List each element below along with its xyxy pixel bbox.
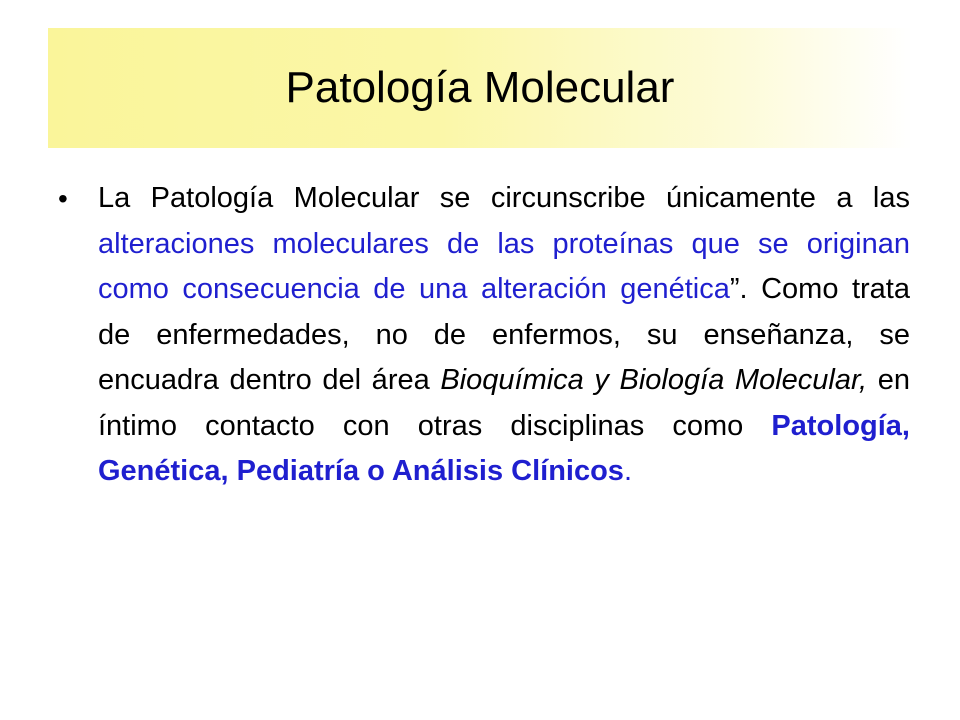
bold-highlighted-text-segment: Patología, Genética, Pediatría o Análisis Clínicos: [98, 409, 910, 487]
text-segment: .: [623, 455, 632, 487]
bullet-paragraph: [98, 176, 910, 495]
text-segment: en íntimo contacto con otras disciplinas como: [98, 364, 910, 442]
slide-title: Patología Molecular: [285, 63, 675, 112]
title-band: [48, 28, 912, 148]
slide-body: [58, 176, 910, 495]
text-segment: ”. Como trata de enfermedades, no de enfermos, su enseñanza, se encuadra dentro del área: [98, 273, 910, 396]
highlighted-text-segment: alteraciones moleculares de las proteínas que se originan como consecuencia de una alteración genética: [98, 227, 910, 305]
bullet-marker: •: [58, 183, 68, 214]
text-segment: La Patología Molecular se circunscribe únicamente a las: [98, 182, 910, 214]
italic-text-segment: Bioquímica y Biología Molecular,: [440, 364, 868, 396]
